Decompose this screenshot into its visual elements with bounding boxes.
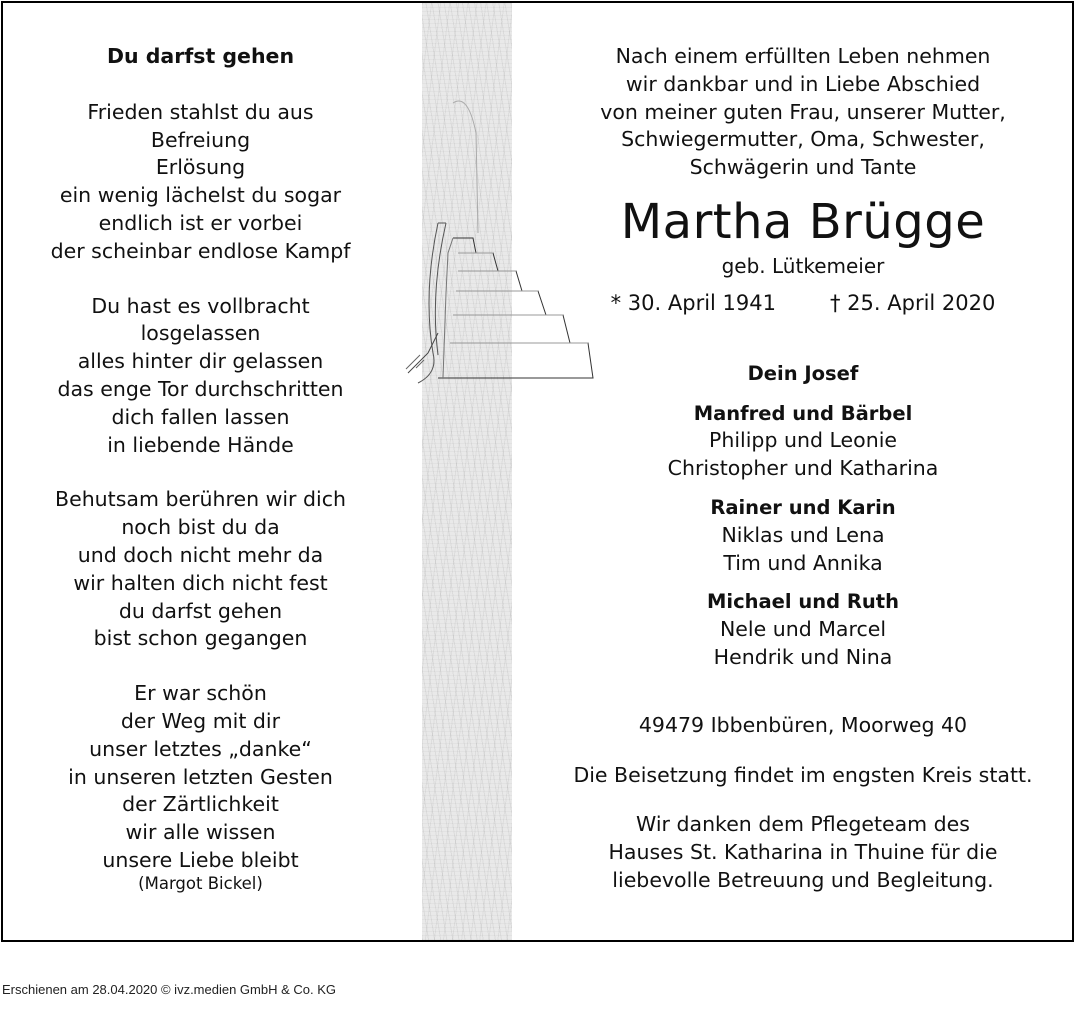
family-member: Tim und Annika — [723, 550, 883, 575]
family-group — [563, 588, 1043, 671]
intro-line: von meiner guten Frau, unserer Mutter, — [600, 99, 1006, 124]
poem-line: Behutsam berühren wir dich — [55, 487, 346, 512]
publication-footer: Erschienen am 28.04.2020 © ivz.medien GmbH & Co. KG — [2, 982, 337, 997]
family-member: Nele und Marcel — [719, 617, 887, 642]
poem-line: Befreiung — [150, 127, 251, 152]
notice-intro — [563, 43, 1043, 182]
family-member: Christopher und Katharina — [667, 456, 939, 481]
poem-line: ein wenig lächelst du sogar — [59, 183, 342, 208]
poem-title: Du darfst gehen — [106, 44, 295, 68]
thanks-line: Wir danken dem Pflegeteam des — [636, 812, 970, 837]
poem-line: der Weg mit dir — [120, 708, 281, 733]
poem-line: Erlösung — [155, 155, 246, 180]
poem-line: losgelassen — [140, 321, 261, 346]
poem-line: Frieden stahlst du aus — [87, 99, 314, 124]
poem-line: unsere Liebe bleibt — [102, 847, 299, 872]
poem-line: in unseren letzten Gesten — [68, 764, 333, 789]
death-date: † 25. April 2020 — [830, 290, 996, 315]
poem-line: dich fallen lassen — [111, 404, 290, 429]
poem-line: endlich ist er vorbei — [98, 210, 303, 235]
poem-line: alles hinter dir gelassen — [77, 349, 324, 374]
poem-stanza — [23, 486, 378, 653]
birth-date: * 30. April 1941 — [610, 290, 776, 315]
poem-line: unser letztes „danke“ — [89, 736, 312, 761]
thanks-line: Hauses St. Katharina in Thuine für die — [608, 840, 998, 865]
poem-line: und doch nicht mehr da — [77, 542, 324, 567]
poem-line: das enge Tor durchschritten — [57, 376, 344, 401]
life-dates — [563, 290, 1043, 318]
family-member: Hendrik und Nina — [713, 644, 893, 669]
family-head: Michael und Ruth — [706, 590, 899, 614]
thanks-line: liebevolle Betreuung und Begleitung. — [612, 867, 994, 892]
poem-line: Du hast es vollbracht — [91, 293, 310, 318]
poem — [23, 43, 378, 895]
poem-line: bist schon gegangen — [93, 626, 308, 651]
poem-line: du darfst gehen — [118, 598, 283, 623]
notice — [563, 43, 1043, 895]
address: 49479 Ibbenbüren, Moorweg 40 — [638, 712, 968, 737]
poem-line: Er war schön — [134, 681, 267, 706]
poem-stanza — [23, 293, 378, 460]
obituary-card — [1, 1, 1074, 942]
family-group — [563, 400, 1043, 483]
family-list — [563, 400, 1043, 672]
poem-author: (Margot Bickel) — [138, 873, 263, 893]
deceased-name: Martha Brügge — [620, 193, 986, 250]
poem-line: noch bist du da — [121, 515, 280, 540]
family-member: Philipp und Leonie — [708, 428, 897, 453]
family-head: Rainer und Karin — [710, 495, 896, 519]
family-member: Niklas und Lena — [721, 522, 885, 547]
poem-line: der scheinbar endlose Kampf — [50, 238, 351, 263]
poem-stanza — [23, 99, 378, 266]
poem-line: in liebende Hände — [107, 432, 294, 457]
poem-line: der Zärtlichkeit — [122, 792, 279, 817]
intro-line: Schwiegermutter, Oma, Schwester, — [621, 127, 985, 152]
poem-line: wir alle wissen — [125, 820, 276, 845]
poem-stanza — [23, 680, 378, 875]
thanks-note — [563, 811, 1043, 894]
family-head: Manfred und Bärbel — [693, 401, 913, 425]
intro-line: Nach einem erfüllten Leben nehmen — [615, 44, 991, 68]
maiden-name: geb. Lütkemeier — [721, 253, 885, 278]
intro-line: Schwägerin und Tante — [689, 155, 917, 180]
poem-line: wir halten dich nicht fest — [73, 570, 328, 595]
burial-note: Die Beisetzung findet im engsten Kreis statt. — [573, 762, 1033, 787]
intro-line: wir dankbar und in Liebe Abschied — [625, 71, 981, 96]
family-group — [563, 494, 1043, 577]
signer: Dein Josef — [747, 361, 859, 385]
